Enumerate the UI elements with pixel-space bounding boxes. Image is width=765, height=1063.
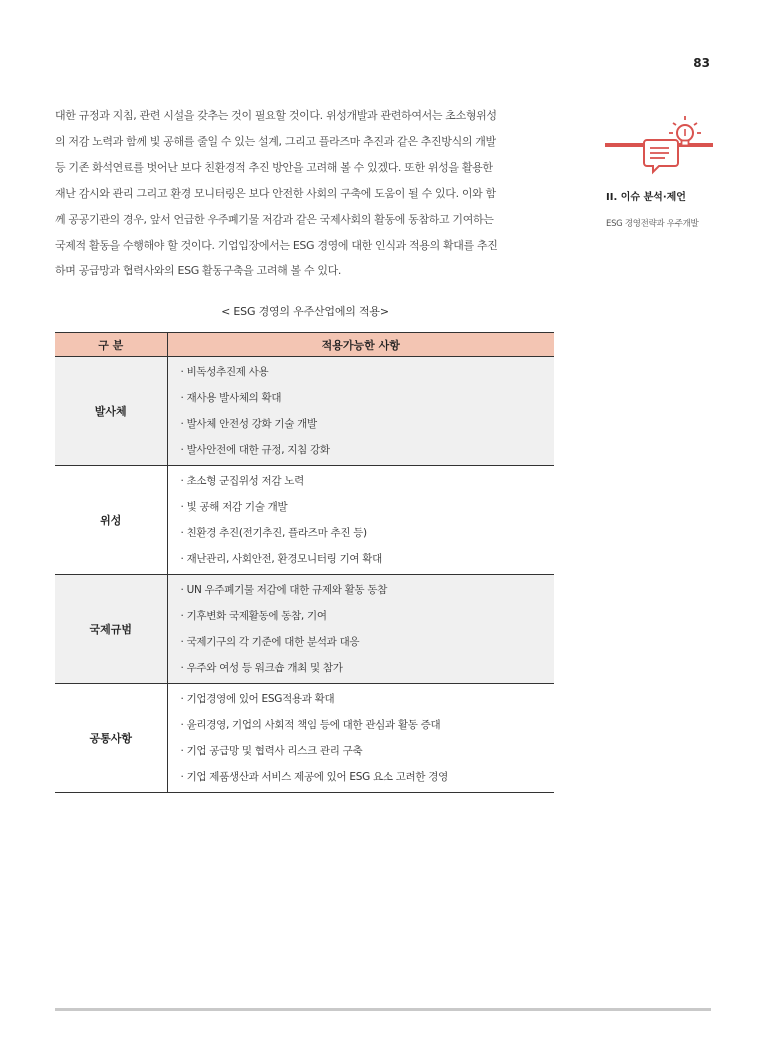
table-caption: < ESG 경영의 우주산업에의 적용>: [221, 305, 389, 318]
sidebar-section-title: II. 이슈 분석·제언: [606, 192, 686, 203]
list-item: · 비독성추진제 사용: [180, 366, 269, 378]
list-item: · 윤리경영, 기업의 사회적 책임 등에 대한 관심과 활동 증대: [180, 719, 441, 731]
sidebar-subtitle: ESG 경영전략과 우주개발: [606, 219, 699, 229]
body-line: 대한 규정과 지침, 관련 시설을 갖추는 것이 필요할 것이다. 위성개발과 관련하여서는 초소형위성: [55, 109, 497, 122]
body-paragraph: [55, 103, 560, 284]
list-item: · 빛 공해 저감 기술 개발: [180, 501, 288, 513]
list-item: · 기업 제품생산과 서비스 제공에 있어 ESG 요소 고려한 경영: [180, 771, 448, 783]
row-category: 위성: [55, 466, 167, 575]
table-row: [55, 575, 554, 684]
row-items: [167, 466, 554, 575]
body-line: 하며 공급망과 협력사와의 ESG 활동구축을 고려해 볼 수 있다.: [55, 264, 342, 278]
list-item: · 재난관리, 사회안전, 환경모니터링 기여 확대: [180, 553, 382, 565]
body-line: 의 저감 노력과 함께 빛 공해를 줄일 수 있는 설계, 그리고 플라즈마 추진과 같은 추진방식의 개발: [55, 134, 496, 148]
list-item: · 기후변화 국제활동에 동참, 기여: [180, 610, 327, 622]
header-applicable-items: 적용가능한 사항: [167, 333, 554, 357]
row-items: [167, 575, 554, 684]
body-line: 등 기존 화석연료를 벗어난 보다 친환경적 추진 방안을 고려해 볼 수 있겠다. 또한 위성을 활용한: [55, 160, 493, 174]
list-item: · 기업 공급망 및 협력사 리스크 관리 구축: [180, 745, 363, 757]
body-line: 께 공공기관의 경우, 앞서 언급한 우주폐기물 저감과 같은 국제사회의 활동에 동참하고 기여하는: [55, 212, 494, 226]
row-category: 발사체: [55, 357, 167, 466]
table-row: [55, 357, 554, 466]
footer-divider: [55, 1008, 711, 1011]
list-item: · 친환경 추진(전기추진, 플라즈마 추진 등): [180, 527, 367, 539]
row-items: [167, 357, 554, 466]
list-item: · 발사체 안전성 강화 기술 개발: [180, 418, 317, 430]
lightbulb-speech-bubble-icon: [605, 112, 713, 178]
body-line: 재난 감시와 관리 그리고 환경 모니터링은 보다 안전한 사회의 구축에 도움이 될 수 있다. 이와 함: [55, 186, 496, 200]
list-item: · 국제기구의 각 기준에 대한 분석과 대응: [180, 636, 360, 648]
row-items: [167, 684, 554, 793]
list-item: · 기업경영에 있어 ESG적용과 확대: [180, 693, 335, 705]
list-item: · 초소형 군집위성 저감 노력: [180, 475, 304, 487]
row-category: 국제규범: [55, 575, 167, 684]
row-category: 공통사항: [55, 684, 167, 793]
body-line: 국제적 활동을 수행해야 할 것이다. 기업입장에서는 ESG 경영에 대한 인식과 적용의 확대를 추진: [55, 238, 498, 252]
esg-application-table: [55, 332, 554, 793]
page-number: 83: [693, 56, 710, 70]
list-item: · 재사용 발사체의 확대: [180, 392, 282, 404]
header-category: 구 분: [55, 333, 167, 357]
list-item: · UN 우주폐기물 저감에 대한 규제와 활동 동참: [180, 584, 388, 596]
list-item: · 우주와 여성 등 워크숍 개최 및 참가: [180, 662, 343, 674]
table-row: [55, 466, 554, 575]
list-item: · 발사안전에 대한 규정, 지침 강화: [180, 444, 330, 456]
table-header-row: [55, 333, 554, 357]
table-row: [55, 684, 554, 793]
